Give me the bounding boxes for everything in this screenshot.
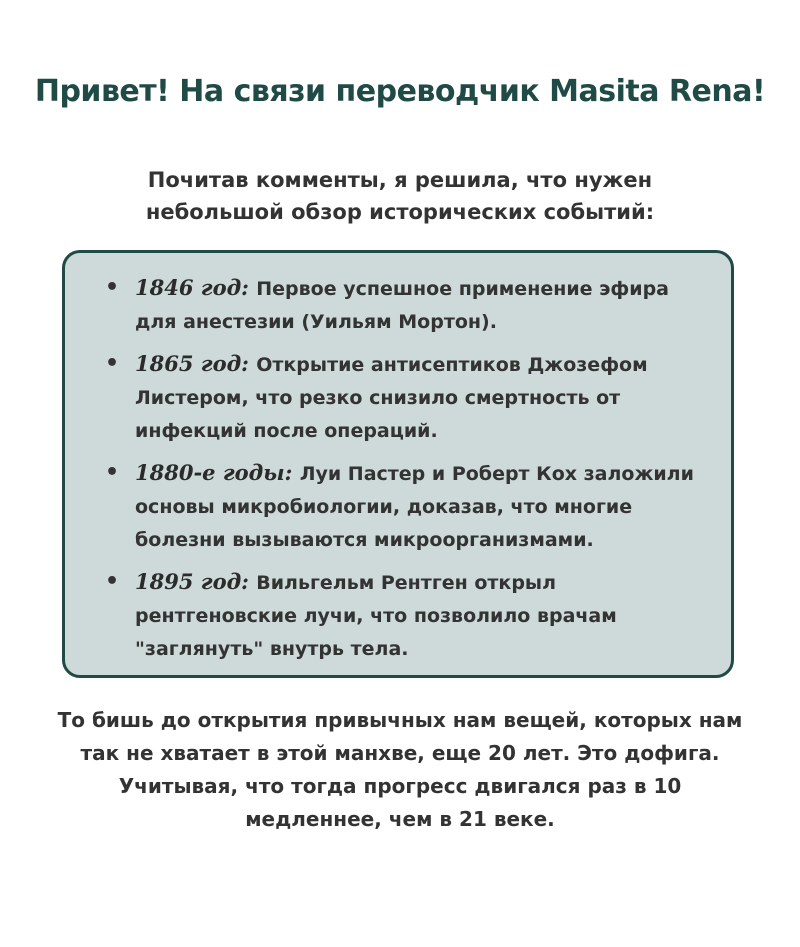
event-year: 1865 год: (135, 351, 257, 376)
history-event-list (105, 271, 695, 674)
event-description: Луи Пастер и Роберт Кох заложили основы микробиологии, доказав, что многие болезни вызываются микроорганизмами. (135, 463, 694, 551)
bullet-icon: • (105, 275, 120, 300)
list-item (105, 565, 695, 666)
event-description: Первое успешное применение эфира для анестезии (Уильям Мортон). (135, 278, 669, 333)
page-title: Привет! На связи переводчик Masita Rena! (34, 74, 766, 109)
event-year: 1895 год: (135, 569, 257, 594)
list-item (105, 271, 695, 339)
bullet-icon: • (105, 569, 120, 594)
event-year: 1880-е годы: (135, 460, 300, 485)
event-year: 1846 год: (135, 275, 257, 300)
history-info-box (62, 250, 734, 678)
bullet-icon: • (105, 351, 120, 376)
event-description: Открытие антисептиков Джозефом Листером, что резко снизило смертность от инфекций после операций. (135, 354, 648, 442)
closing-text: То бишь до открытия привычных нам вещей, которых нам так не хватает в этой манхве, еще 20 лет. Это дофига. Учитывая, что тогда прогресс двигался раз в 10 медленнее, чем в 21 веке. (57, 708, 743, 831)
list-item (105, 456, 695, 557)
intro-text: Почитав комменты, я решила, что нужен небольшой обзор исторических событий: (145, 168, 655, 224)
list-item (105, 347, 695, 448)
event-description: Вильгельм Рентген открыл рентгеновские лучи, что позволило врачам "заглянуть" внутрь тела. (135, 572, 617, 660)
bullet-icon: • (105, 460, 120, 485)
